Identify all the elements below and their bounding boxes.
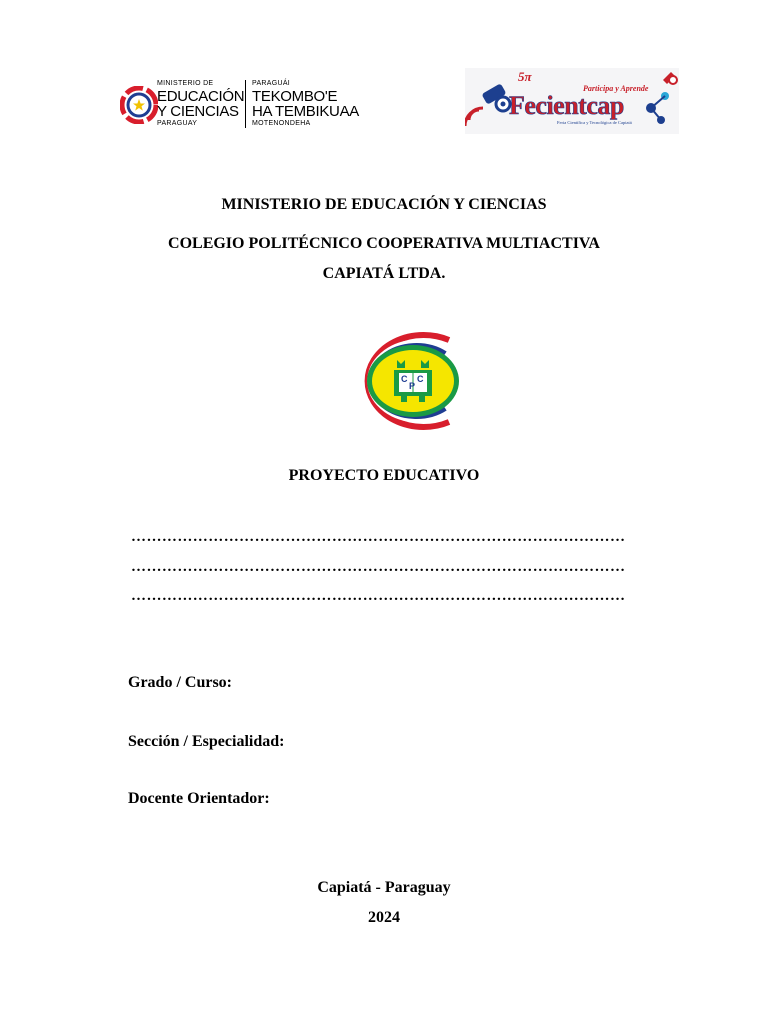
fecientcap-name: Fecientcap — [509, 91, 624, 120]
mec-logo — [120, 76, 360, 132]
school-title-line1: COLEGIO POLITÉCNICO COOPERATIVA MULTIACTIVA — [168, 235, 600, 252]
school-logo-letter-1: C — [401, 374, 408, 384]
mec-divider — [245, 80, 246, 128]
mec-tekomboe: TEKOMBO'E — [252, 88, 338, 105]
mec-ministerio-de: MINISTERIO DE — [157, 80, 214, 87]
mec-paraguai: PARAGUÁI — [252, 80, 291, 87]
footer-year: 2024 — [368, 909, 400, 926]
project-title: PROYECTO EDUCATIVO — [288, 467, 480, 484]
footer-place: Capiatá - Paraguay — [317, 879, 451, 896]
project-name-line-3: …………………………………………………………………………………… — [131, 588, 626, 604]
paraguay-seal-icon — [120, 86, 158, 124]
mec-paraguay: PARAGUAY — [157, 120, 198, 127]
fecientcap-subtitle: Feria Científica y Tecnológica de Capiatá — [557, 120, 632, 125]
project-name-line-1: …………………………………………………………………………………… — [131, 529, 626, 545]
mec-ha-tembikuaa: HA TEMBIKUAA — [252, 103, 359, 120]
section-specialty-label: Sección / Especialidad: — [128, 733, 285, 750]
fecientcap-logo — [465, 68, 679, 134]
school-logo-letter-2: P — [409, 381, 416, 391]
mec-motenondeha: MOTENONDEHA — [252, 120, 311, 127]
fecientcap-tagline: Participa y Aprende — [583, 84, 649, 93]
teacher-advisor-label: Docente Orientador: — [128, 790, 270, 807]
school-title-line2: CAPIATÁ LTDA. — [322, 265, 446, 282]
fecientcap-pi: 5π — [518, 69, 532, 84]
grade-course-label: Grado / Curso: — [128, 674, 232, 691]
mec-y-ciencias: Y CIENCIAS — [157, 103, 239, 120]
ministry-title: MINISTERIO DE EDUCACIÓN Y CIENCIAS — [221, 196, 547, 213]
mec-educacion: EDUCACIÓN — [157, 88, 245, 105]
school-logo — [333, 330, 463, 432]
school-emblem-icon — [333, 330, 463, 432]
school-logo-letter-3: C — [417, 374, 424, 384]
project-name-line-2: …………………………………………………………………………………… — [131, 559, 626, 575]
